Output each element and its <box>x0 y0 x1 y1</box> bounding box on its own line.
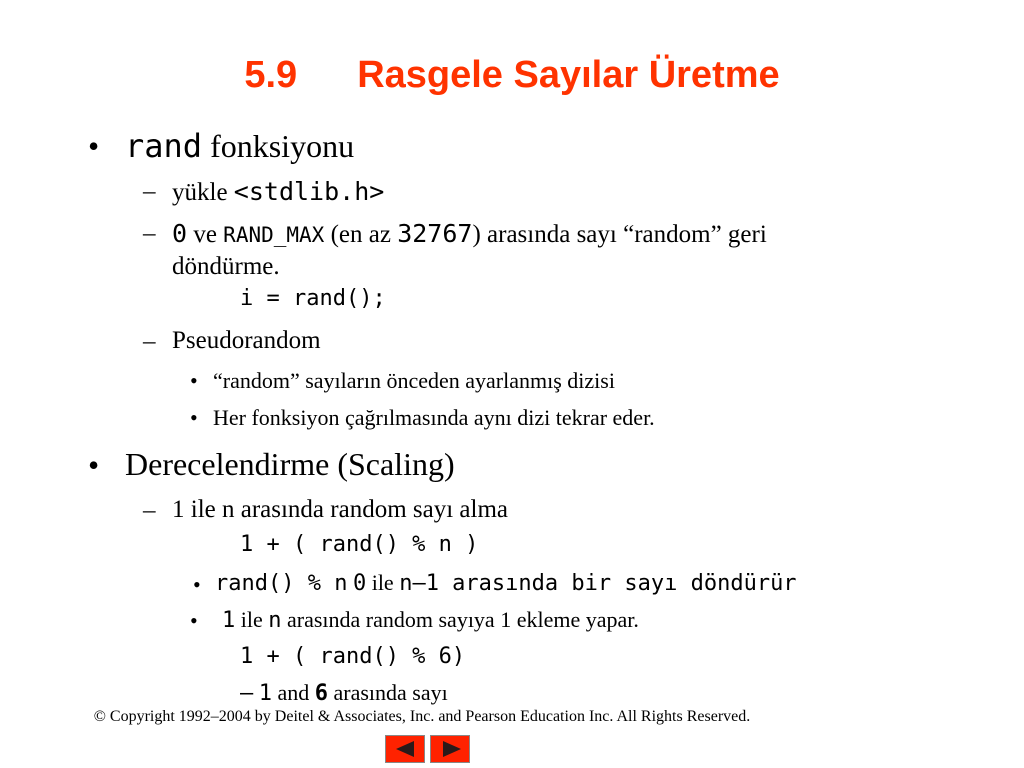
scaling-sub3-rest: arasında sayı <box>333 680 448 705</box>
bullet-dot: • <box>88 128 100 164</box>
dash: – <box>143 497 156 524</box>
code-dash: – <box>240 681 254 706</box>
next-slide-button[interactable] <box>430 735 470 763</box>
and-text: and <box>277 680 310 705</box>
bullet-dot: • <box>190 368 198 393</box>
range-item-line2: döndürme. <box>172 253 280 280</box>
scaling-item1: 1 ile n arasında random sayı alma <box>172 496 508 523</box>
code-returns-text: n–1 arasında bir sayı döndürür <box>399 571 797 596</box>
pseudorandom-item: Pseudorandom <box>172 327 321 354</box>
slide-title <box>0 50 1024 100</box>
code-one: 1 <box>222 608 236 633</box>
code-rand-assign: i = rand(); <box>240 286 386 311</box>
code-rand-mod-n: rand() % n <box>215 571 348 596</box>
copyright-notice: © Copyright 1992–2004 by Deitel & Associates, Inc. and Pearson Education Inc. All Rights Reserved. <box>93 708 751 725</box>
ile-text: ile <box>371 570 394 595</box>
bullet-dot: • <box>190 405 198 430</box>
pseudo-sub1: “random” sayıların önceden ayarlanmış dizisi <box>213 368 615 393</box>
bullet-dot: • <box>190 608 198 633</box>
code-rand-max: RAND_MAX <box>223 223 325 247</box>
scaling-sub2 <box>222 607 639 633</box>
ile-text: ile <box>240 607 263 632</box>
code-32767: 32767 <box>397 219 473 248</box>
code-zero-b: 0 <box>352 571 367 596</box>
en-az-text: (en az <box>330 221 391 248</box>
pseudo-sub2: Her fonksiyon çağrılmasında aynı dizi tekrar eder. <box>213 405 655 430</box>
code-scale-n: 1 + ( rand() % n ) <box>240 532 479 557</box>
scaling-heading: Derecelendirme (Scaling) <box>125 446 455 482</box>
left-arrow-icon <box>396 741 414 757</box>
code-zero: 0 <box>172 219 188 248</box>
ve-text: ve <box>193 221 217 248</box>
rand-heading <box>125 127 354 165</box>
previous-slide-button[interactable] <box>385 735 425 763</box>
range-item <box>172 219 767 249</box>
scaling-sub1 <box>215 570 797 596</box>
code-six: 6 <box>314 681 329 706</box>
range-rest: ) arasında sayı “random” geri <box>472 221 767 248</box>
rand-heading-text: fonksiyonu <box>210 128 355 164</box>
title-text: Rasgele Sayılar Üretme <box>357 54 780 96</box>
include-code: <stdlib.h> <box>233 177 385 206</box>
code-scale-6: 1 + ( rand() % 6) <box>240 644 466 669</box>
scaling-sub3 <box>240 680 448 706</box>
bullet-dot: • <box>193 572 201 597</box>
right-arrow-icon <box>443 741 461 757</box>
rand-code: rand <box>125 127 203 165</box>
section-number: 5.9 <box>244 54 298 96</box>
code-n: n <box>268 608 282 633</box>
include-item <box>172 177 384 207</box>
scaling-sub2-rest: arasında random sayıya 1 ekleme yapar. <box>287 607 639 632</box>
dash: – <box>143 328 156 355</box>
dash: – <box>143 220 156 247</box>
include-label: yükle <box>172 179 228 206</box>
code-one-b: 1 <box>258 681 272 706</box>
dash: – <box>143 178 156 205</box>
bullet-dot: • <box>88 447 100 483</box>
